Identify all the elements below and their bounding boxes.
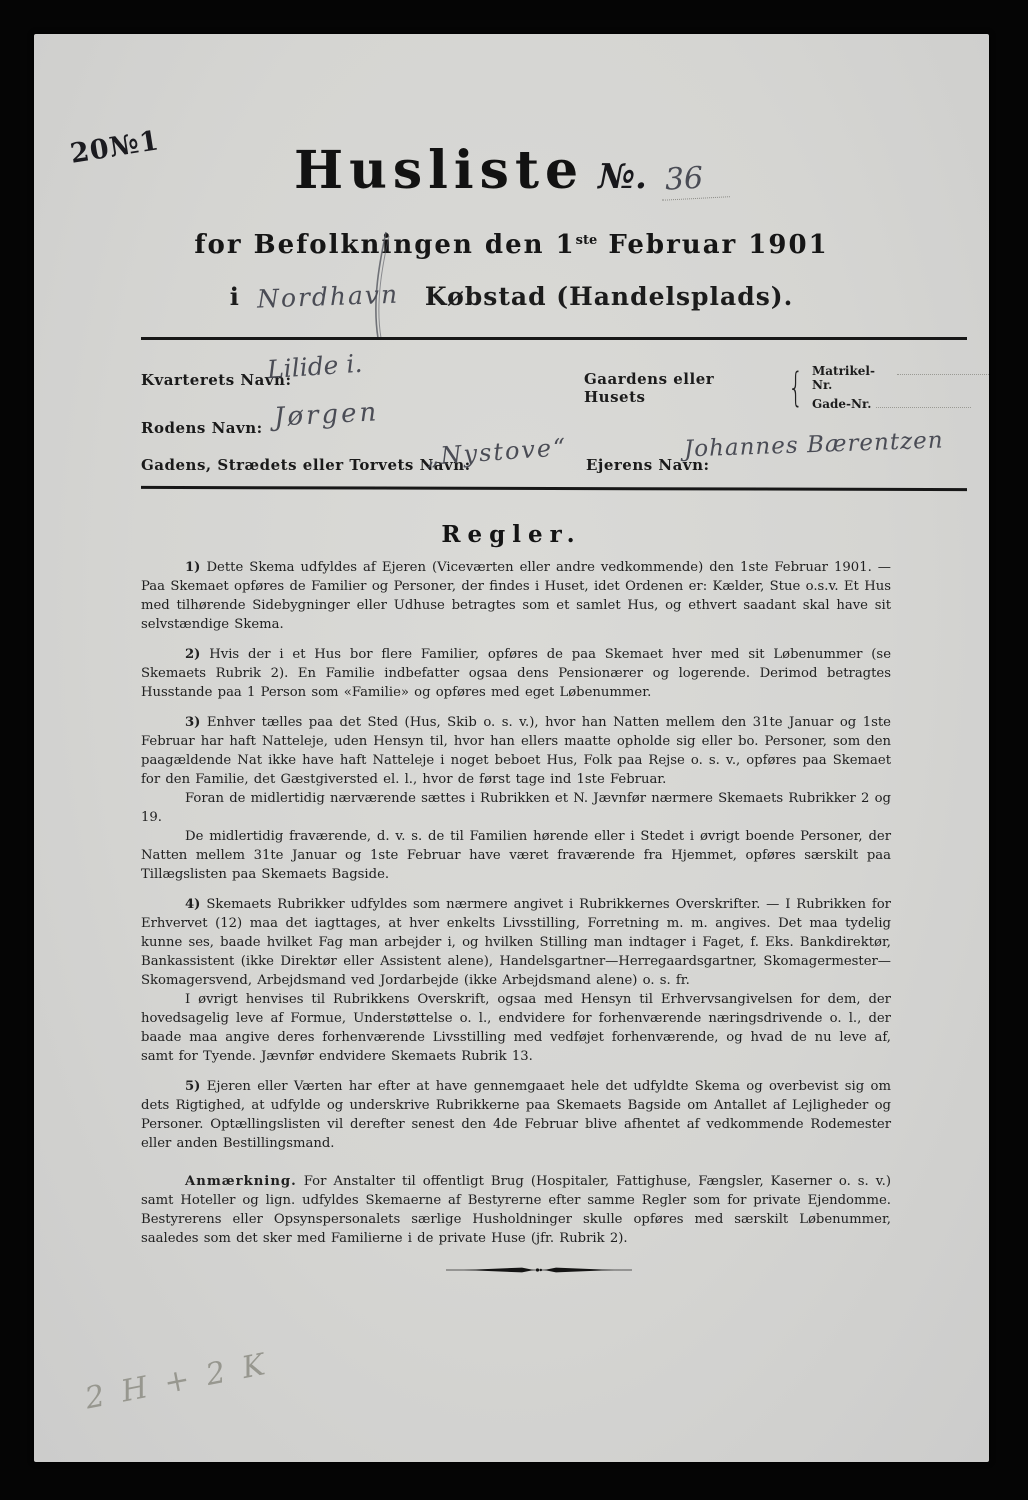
rule-1 xyxy=(141,558,891,634)
title-line xyxy=(34,140,989,201)
rule-5 xyxy=(141,1077,891,1153)
subtitle xyxy=(34,230,989,260)
horizontal-rule-middle xyxy=(141,486,967,491)
remark-label: Anmærkning. xyxy=(185,1174,297,1189)
rules-text-block xyxy=(141,558,891,1248)
census-form-page xyxy=(34,34,989,1462)
rule-5-number: 5) xyxy=(185,1079,201,1094)
matrikel-nr-label: Matrikel-Nr. xyxy=(811,364,875,392)
gade-nr-label: Gade-Nr. xyxy=(811,397,872,411)
subtitle-text: for Befolkningen den 1 xyxy=(194,230,576,260)
remark-text: For Anstalter til offentligt Brug (Hospitaler, Fattighuse, Fængsler, Kaserner o. s. v.) samt Hoteller og lign. udfyldes Skemaerne af Bestyrerne efter samme Regler som for private Ejendomme. Bestyrerens eller Opsynspersonalets særlige Husholdninger skulle opføres med særskilt Løbenummer, saaledes som det sker med Familierne i de private Huse (jfr. Rubrik 2). xyxy=(141,1174,891,1246)
handwritten-corner-number: 20№1 xyxy=(68,125,162,170)
handwritten-street-name: „Nystove“ xyxy=(425,433,569,471)
matrikel-nr-blank-line xyxy=(897,364,989,375)
rule-3 xyxy=(141,713,891,884)
rule-4-extra-1: I øvrigt henvises til Rubrikkens Overskrift, ogsaa med Hensyn til Erhvervsangivelsen for dem, der hovedsagelig leve af Formue, Understøttelse o. l., endvidere for forhenværende næringsdrivende o. l., der baade maa angive deres forhenværende Livsstilling med vedføjet forhenværende, og hvad de nu leve af, samt for Tyende. Jævnfør endvidere Skemaets Rubrik 13. xyxy=(141,992,891,1064)
handwritten-pencil-note: 2 H + 2 K xyxy=(82,1346,272,1417)
handwritten-owner-name: Johannes Bærentzen xyxy=(683,427,945,463)
number-sign: №. xyxy=(598,157,647,197)
rule-3-extra-1: Foran de midlertidig nærværende sættes i Rubrikken et N. Jævnfør nærmere Skemaets Rubrikker 2 og 19. xyxy=(141,791,891,825)
house-number-block xyxy=(584,364,989,411)
rule-4 xyxy=(141,895,891,1066)
rule-4-number: 4) xyxy=(185,897,201,912)
rules-heading: Regler. xyxy=(441,521,582,548)
handwritten-rode-name: Jørgen xyxy=(273,397,380,433)
brace-glyph: { xyxy=(787,364,803,411)
rode-name-label: Rodens Navn: xyxy=(141,419,263,437)
rule-3-text: Enhver tælles paa det Sted (Hus, Skib o. s. v.), hvor han Natten mellem den 31te Januar og 1ste Februar har haft Natteleje, uden Hensyn til, hvor han ellers maatte opholde sig eller bo. Personer, som den paagældende Nat ikke have haft Natteleje i noget beboet Hus, Folk paa Rejse o. s. v., opføres paa Skemaet for den Familie, det Gæstgiversted el. l., hvor de først tage ind 1ste Februar. xyxy=(141,715,891,787)
subtitle-superscript: ste xyxy=(575,233,598,248)
street-name-label: Gadens, Strædets eller Torvets Navn: xyxy=(141,456,471,474)
place-type-label: Købstad (Handelsplads). xyxy=(424,282,794,311)
house-label: Gaardens eller Husets xyxy=(584,369,715,406)
rule-2-number: 2) xyxy=(185,647,201,662)
handwritten-quarter-name: Lilide i. xyxy=(266,348,364,385)
rule-2 xyxy=(141,645,891,702)
page-title: Husliste xyxy=(293,140,585,201)
decorative-divider xyxy=(444,1263,634,1277)
rule-3-extra-2: De midlertidig fraværende, d. v. s. de til Familien hørende eller i Stedet i øvrigt boende Personer, der Natten mellem 31te Januar og 1ste Februar have været fraværende fra Hjemmet, opføres særskilt paa Tillægslisten paa Skemaets Bagside. xyxy=(141,829,891,882)
rule-1-text: Dette Skema udfyldes af Ejeren (Viceværten eller andre vedkommende) den 1ste Februar 1901. — Paa Skemaet opføres de Familier og Personer, der findes i Huset, idet Ordenen er: Kælder, Stue o.s.v. Et Hus med tilhørende Sidebygninger eller Udhuse betragtes som et samlet Hus, og ethvert saadant skal have sit selvstændige Skema. xyxy=(141,560,891,632)
rule-2-text: Hvis der i et Hus bor flere Familier, opføres de paa Skemaet hver med sit Løbenummer (se Skemaets Rubrik 2). En Familie indbefatter ogsaa dens Pensionærer og logerende. Derimod betragtes Husstande paa 1 Person som «Familie» og opføres med eget Løbenummer. xyxy=(141,647,891,700)
handwritten-list-number: 36 xyxy=(660,159,730,201)
gade-nr-blank-line xyxy=(876,397,971,408)
remark-paragraph xyxy=(141,1172,891,1248)
quarter-name-label: Kvarterets Navn: xyxy=(141,371,292,389)
rule-1-number: 1) xyxy=(185,560,201,575)
owner-name-label: Ejerens Navn: xyxy=(586,456,710,474)
place-line xyxy=(34,279,989,314)
horizontal-rule-top xyxy=(141,337,967,340)
place-prefix: i xyxy=(229,282,239,311)
rule-5-text: Ejeren eller Værten har efter at have gennemgaaet hele det udfyldte Skema og overbevist sig om dets Rigtighed, at udfylde og underskrive Rubrikkerne paa Skemaets Bagside om Antallet af Lejligheder og Personer. Optællingslisten vil derefter senest den 4de Februar blive afhentet af vedkommende Rodemester eller anden Bestillingsmand. xyxy=(141,1079,891,1151)
rule-3-number: 3) xyxy=(185,715,201,730)
rule-4-text: Skemaets Rubrikker udfyldes som nærmere angivet i Rubrikkernes Overskrifter. — I Rubrikken for Erhvervet (12) maa det iagttages, at hver enkelts Livsstilling, Forretning m. m. angives. Det maa tydelig kunne ses, baade hvilket Fag man arbejder i, og hvilken Stilling man indtager i Faget, f. Eks. Bankdirektør, Bankassistent (ikke Direktør eller Assistent alene), Handelsgartner—Herregaardsgartner, Skomagermester—Skomagersvend, Arbejdsmand ved Jordarbejde (ikke Arbejdsmand alene) o. s. fr. xyxy=(141,897,891,988)
subtitle-date: Februar 1901 xyxy=(597,230,829,260)
handwritten-place-name: Nordhavn xyxy=(256,279,400,314)
